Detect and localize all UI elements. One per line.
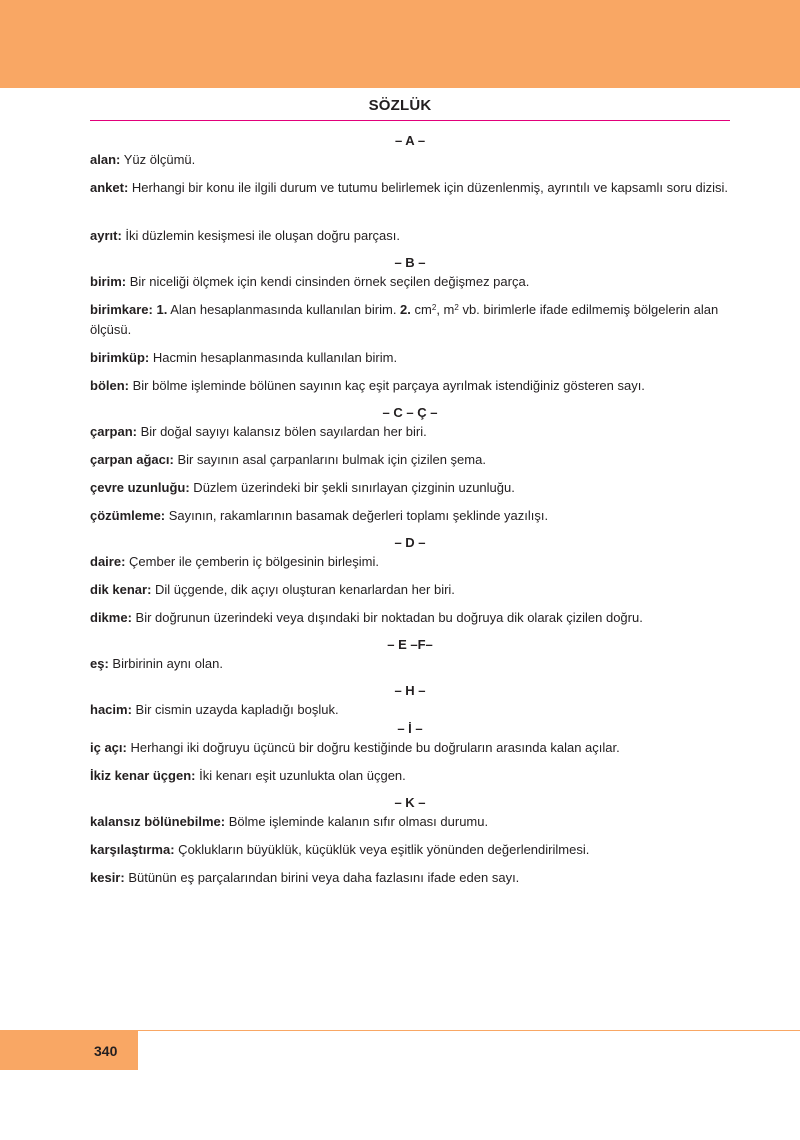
superscript: 2 bbox=[454, 303, 459, 312]
section-heading-h: – H – bbox=[394, 683, 426, 698]
top-color-band bbox=[0, 0, 800, 88]
entry-definition: Bütünün eş parçalarından birini veya daha fazlasını ifade eden sayı. bbox=[124, 870, 520, 885]
entry-anket bbox=[90, 178, 730, 226]
entry-term: çarpan ağacı: bbox=[90, 452, 174, 467]
entry-term: birim: bbox=[90, 274, 127, 289]
page-number: 340 bbox=[94, 1043, 118, 1059]
entry-term: eş: bbox=[90, 656, 109, 671]
entry-definition: Herhangi iki doğruyu üçüncü bir doğru kestiğinde bu doğruların arasında kalan açılar. bbox=[126, 740, 620, 755]
section-heading-a: – A – bbox=[394, 133, 426, 148]
entry-dikme bbox=[90, 608, 730, 636]
glossary-content bbox=[90, 132, 730, 896]
entry-term: dik kenar: bbox=[90, 582, 152, 597]
section-heading-e-f: – E –F– bbox=[387, 637, 433, 652]
entry-definition: Çember ile çemberin iç bölgesinin birleşimi. bbox=[125, 554, 380, 569]
entry-term: anket: bbox=[90, 180, 129, 195]
entry-karsilastirma bbox=[90, 840, 730, 868]
entry-term: alan: bbox=[90, 152, 121, 167]
entry-bolen bbox=[90, 376, 730, 404]
superscript: 2 bbox=[431, 303, 437, 312]
entry-term: çevre uzunluğu: bbox=[90, 480, 190, 495]
entry-term: dikme: bbox=[90, 610, 132, 625]
entry-alan bbox=[90, 150, 730, 178]
entry-es bbox=[90, 654, 730, 682]
section-heading-k: – K – bbox=[394, 795, 426, 810]
entry-definition: Bir doğrunun üzerindeki veya dışındaki bir noktadan bu doğruya dik olarak çizilen doğru. bbox=[131, 610, 643, 625]
entry-hacim bbox=[90, 700, 730, 720]
entry-kesir bbox=[90, 868, 730, 896]
section-heading-b: – B – bbox=[394, 255, 426, 270]
page-title: SÖZLÜK bbox=[368, 97, 432, 114]
entry-definition: Birbirinin aynı olan. bbox=[108, 656, 223, 671]
entry-carpan-agaci bbox=[90, 450, 730, 478]
entry-definition: İki kenarı eşit uzunlukta olan üçgen. bbox=[195, 768, 406, 783]
entry-term: daire: bbox=[90, 554, 126, 569]
entry-term: iç açı: bbox=[90, 740, 127, 755]
entry-kalansiz-bolunebilme bbox=[90, 812, 730, 840]
section-heading-i: – İ – bbox=[397, 721, 423, 736]
entry-definition: Çoklukların büyüklük, küçüklük veya eşitlik yönünden değerlendirilmesi. bbox=[174, 842, 590, 857]
entry-ikiz-kenar-ucgen bbox=[90, 766, 730, 794]
entry-term: birimküp: bbox=[90, 350, 150, 365]
entry-term: bölen: bbox=[90, 378, 129, 393]
entry-definition: Bir niceliği ölçmek için kendi cinsinden örnek seçilen değişmez parça. bbox=[126, 274, 530, 289]
entry-definition: Hacmin hesaplanmasında kullanılan birim. bbox=[149, 350, 398, 365]
definition-number-1: 1. bbox=[152, 302, 168, 317]
title-divider bbox=[90, 120, 730, 121]
entry-term: ayrıt: bbox=[90, 228, 122, 243]
definition-number-2: 2. bbox=[396, 302, 411, 317]
entry-term: hacim: bbox=[90, 702, 132, 717]
section-heading-d: – D – bbox=[394, 535, 426, 550]
entry-birim bbox=[90, 272, 730, 300]
entry-term: kesir: bbox=[90, 870, 125, 885]
entry-definition-2c: vb. birimlerle ifade edilmemiş bölgelerin alan ölçüsü. bbox=[90, 302, 719, 337]
entry-definition: Bir bölme işleminde bölünen sayının kaç eşit parçaya ayrılmak istendiğiniz gösteren sayı. bbox=[129, 378, 645, 393]
entry-ayrit bbox=[90, 226, 730, 254]
entry-birimkup bbox=[90, 348, 730, 376]
entry-carpan bbox=[90, 422, 730, 450]
entry-term: çarpan: bbox=[90, 424, 137, 439]
entry-term: çözümleme: bbox=[90, 508, 166, 523]
entry-cevre-uzunlugu bbox=[90, 478, 730, 506]
entry-cozumleme bbox=[90, 506, 730, 534]
entry-definition: Herhangi bir konu ile ilgili durum ve tutumu belirlemek için düzenlenmiş, ayrıntılı ve kapsamlı soru dizisi. bbox=[128, 180, 728, 195]
entry-ic-aci bbox=[90, 738, 730, 766]
entry-definition: Bir doğal sayıyı kalansız bölen sayılardan her biri. bbox=[136, 424, 427, 439]
entry-term: birimkare: bbox=[90, 302, 153, 317]
entry-term: karşılaştırma: bbox=[90, 842, 175, 857]
entry-term: İkiz kenar üçgen: bbox=[90, 768, 196, 783]
entry-definition: Düzlem üzerindeki bir şekli sınırlayan çizginin uzunluğu. bbox=[189, 480, 515, 495]
entry-definition-1: Alan hesaplanmasında kullanılan birim. bbox=[167, 302, 397, 317]
entry-birimkare bbox=[90, 300, 730, 348]
entry-definition-2a: cm bbox=[410, 302, 432, 317]
entry-definition: Bir cismin uzayda kapladığı boşluk. bbox=[131, 702, 339, 717]
entry-definition: Bölme işleminde kalanın sıfır olması durumu. bbox=[225, 814, 489, 829]
entry-dik-kenar bbox=[90, 580, 730, 608]
entry-definition: İki düzlemin kesişmesi ile oluşan doğru parçası. bbox=[121, 228, 400, 243]
entry-definition: Sayının, rakamlarının basamak değerleri toplamı şeklinde yazılışı. bbox=[165, 508, 549, 523]
entry-definition-2b: , m bbox=[436, 302, 455, 317]
entry-daire bbox=[90, 552, 730, 580]
entry-term: kalansız bölünebilme: bbox=[90, 814, 226, 829]
entry-definition: Dil üçgende, dik açıyı oluşturan kenarlardan her biri. bbox=[151, 582, 455, 597]
section-heading-c: – C – Ç – bbox=[382, 405, 438, 420]
entry-definition: Bir sayının asal çarpanlarını bulmak için çizilen şema. bbox=[173, 452, 486, 467]
entry-definition: Yüz ölçümü. bbox=[120, 152, 196, 167]
